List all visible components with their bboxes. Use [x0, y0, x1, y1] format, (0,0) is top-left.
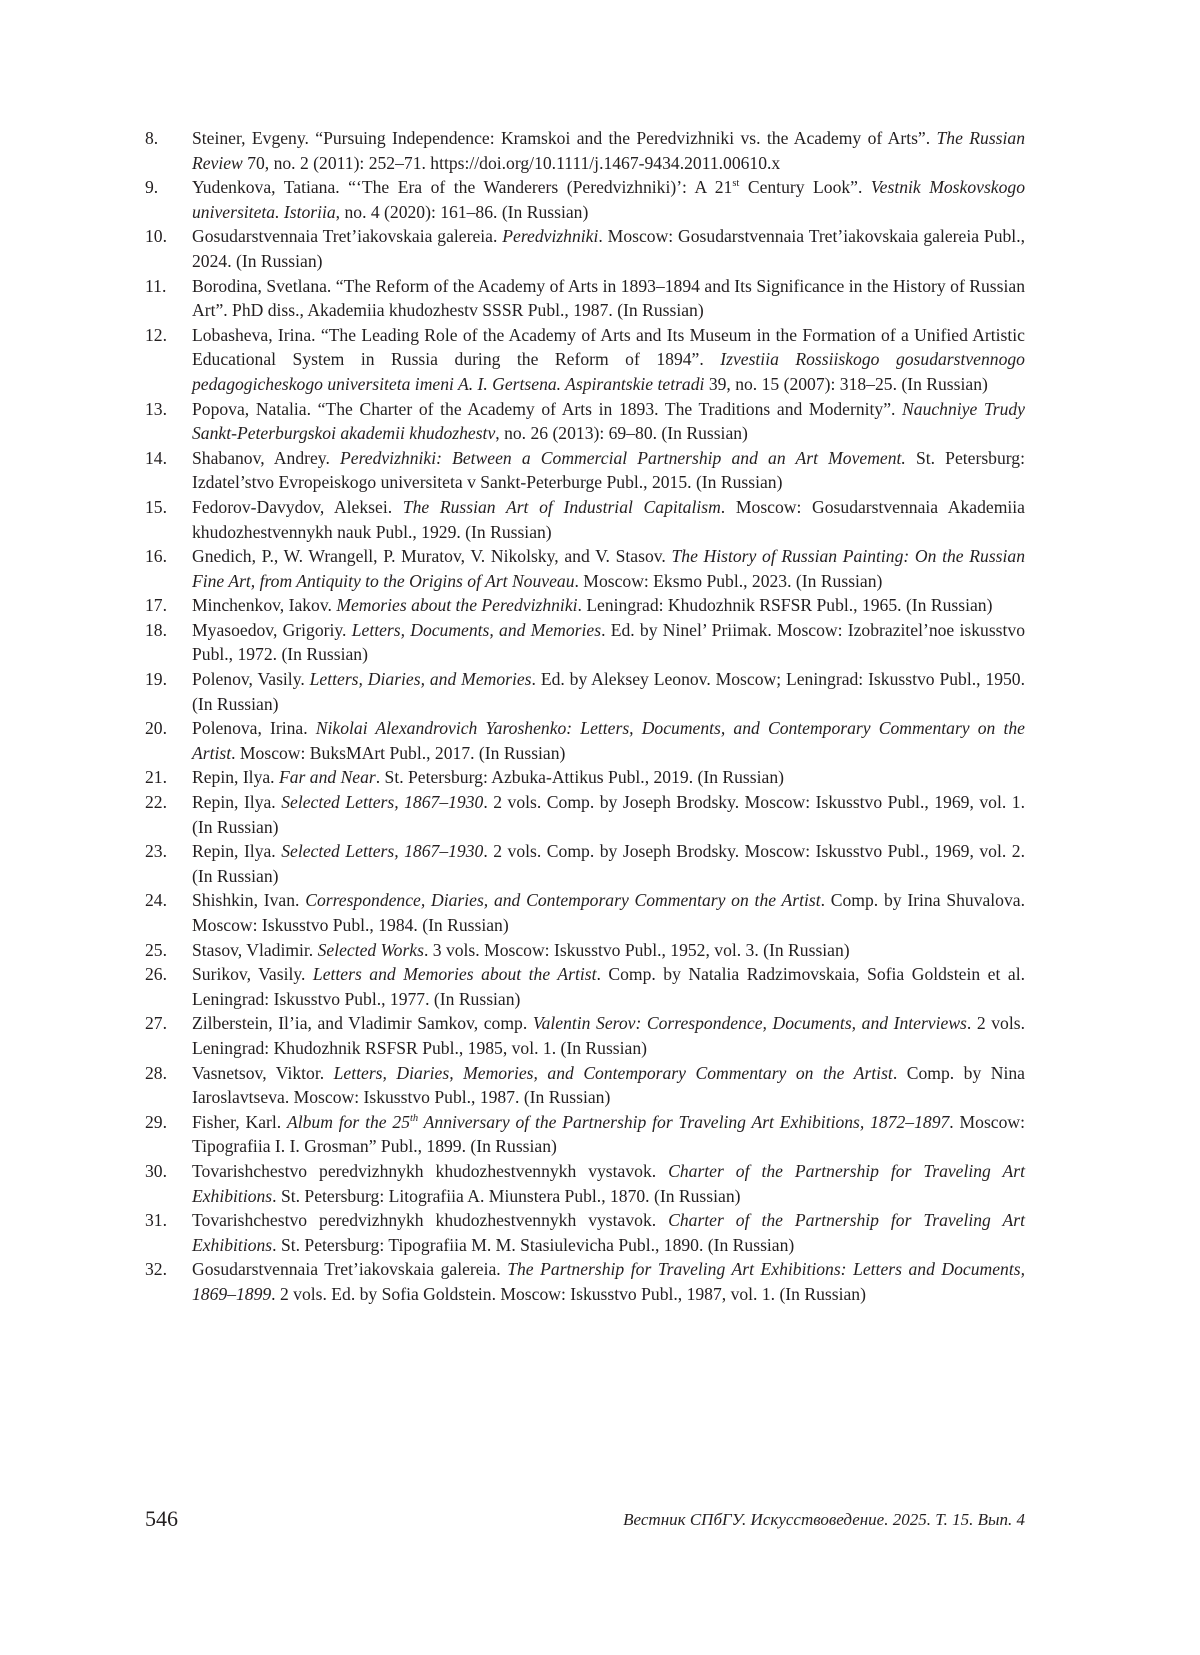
italic-title: Selected Letters, 1867–1930: [281, 792, 484, 813]
reference-segment: Tovarishchestvo peredvizhnykh khudozhestvennykh vystavok.: [192, 1160, 669, 1181]
italic-title: Izvestiia Rossiiskogo gosudarstvennogo pedagogicheskogo universiteta imeni A. I. Gertsena. Aspirantskie tetradi: [192, 349, 1025, 394]
reference-number: 14.: [145, 447, 167, 468]
italic-title: The Partnership for Traveling Art Exhibitions: Letters and Documents, 1869–1899: [192, 1259, 1025, 1304]
reference-segment: , no. 4 (2020): 161–86. (In Russian): [335, 201, 589, 222]
reference-item: [145, 175, 1025, 224]
reference-number: 17.: [145, 595, 167, 616]
reference-text: [192, 1112, 1025, 1157]
reference-segment: . Ed. by Aleksey Leonov. Moscow; Leningrad: Iskusstvo Publ., 1950. (In Russian): [192, 669, 1025, 714]
reference-number: 13.: [145, 398, 167, 419]
reference-number: 28.: [145, 1062, 167, 1083]
reference-segment: Minchenkov, Iakov.: [192, 595, 337, 616]
reference-item: [145, 274, 1025, 323]
reference-segment: . Moscow: Tipografiia I. I. Grosman” Publ., 1899. (In Russian): [192, 1111, 1025, 1157]
reference-text: [192, 546, 1025, 591]
reference-text: [192, 128, 1025, 173]
reference-segment: Surikov, Vasily.: [192, 964, 313, 985]
reference-text: [192, 718, 1025, 763]
reference-segment: Gnedich, P., W. Wrangell, P. Muratov, V. Nikolsky, and V. Stasov.: [192, 546, 672, 567]
reference-item: [145, 765, 1025, 790]
reference-number: 9.: [145, 177, 159, 198]
reference-text: [192, 276, 1025, 321]
reference-text: [192, 325, 1025, 394]
italic-title: The History of Russian Painting: On the Russian Fine Art, from Antiquity to the Origins of Art Nouveau: [192, 546, 1025, 591]
reference-text: [192, 669, 1025, 714]
reference-segment: Stasov, Vladimir.: [192, 939, 318, 960]
reference-text: [192, 792, 1025, 837]
reference-text: [192, 1210, 1025, 1255]
reference-item: [145, 593, 1025, 618]
italic-title: Letters, Diaries, and Memories: [309, 669, 532, 690]
italic-title: Selected Letters, 1867–1930: [281, 841, 484, 862]
italic-title: Vestnik Moskovskogo universiteta. Istoriia: [192, 177, 1025, 222]
reference-segment: Shishkin, Ivan.: [192, 890, 306, 911]
italic-title: Letters and Memories about the Artist: [312, 964, 597, 985]
reference-segment: . Moscow: BuksMArt Publ., 2017. (In Russian): [231, 742, 566, 763]
reference-item: [145, 839, 1025, 888]
reference-segment: Popova, Natalia. “The Charter of the Academy of Arts in 1893. The Traditions and Modernity”.: [192, 398, 903, 419]
reference-segment: . Leningrad: Khudozhnik RSFSR Publ., 1965. (In Russian): [577, 595, 993, 616]
reference-item: [145, 667, 1025, 716]
reference-segment: . 2 vols. Leningrad: Khudozhnik RSFSR Publ., 1985, vol. 1. (In Russian): [192, 1013, 1025, 1058]
reference-segment: Myasoedov, Grigoriy.: [192, 619, 352, 640]
italic-title: Peredvizhniki: [502, 226, 599, 247]
reference-segment: Zilberstein, Il’ia, and Vladimir Samkov, comp.: [192, 1013, 533, 1034]
reference-text: [192, 964, 1025, 1009]
reference-segment: . Ed. by Ninel’ Priimak. Moscow: Izobrazitel’noe iskusstvo Publ., 1972. (In Russian): [192, 619, 1025, 665]
reference-segment: Fedorov-Davydov, Aleksei.: [192, 496, 403, 517]
reference-segment: Vasnetsov, Viktor.: [192, 1062, 334, 1083]
reference-item: [145, 446, 1025, 495]
reference-item: [145, 938, 1025, 963]
reference-item: [145, 716, 1025, 765]
reference-number: 15.: [145, 496, 167, 517]
reference-item: [145, 323, 1025, 397]
reference-item: [145, 1208, 1025, 1257]
italic-title: Charter of the Partnership for Traveling Art Exhibitions: [192, 1210, 1025, 1255]
reference-text: [192, 620, 1025, 665]
reference-segment: 70, no. 2 (2011): 252–71. https://doi.org/10.1111/j.1467-9434.2011.00610.x: [242, 152, 781, 173]
italic-title: Correspondence, Diaries, and Contemporary Commentary on the Artist: [305, 890, 821, 911]
reference-segment: Fisher, Karl.: [192, 1111, 287, 1132]
reference-number: 8.: [145, 128, 159, 148]
reference-segment: . Comp. by Irina Shuvalova. Moscow: Iskusstvo Publ., 1984. (In Russian): [192, 890, 1025, 935]
reference-segment: Gosudarstvennaia Tret’iakovskaia galereia.: [192, 1259, 508, 1280]
italic-title: Nauchniye Trudy Sankt-Peterburgskoi akademii khudozhestv: [192, 398, 1025, 444]
reference-number: 16.: [145, 546, 167, 567]
reference-text: [192, 767, 784, 787]
italic-title: Peredvizhniki: Between a Commercial Partnership and an Art Movement.: [340, 447, 906, 468]
reference-number: 23.: [145, 841, 167, 862]
reference-segment: Polenova, Irina.: [192, 718, 316, 739]
reference-number: 12.: [145, 324, 167, 345]
reference-list: [145, 126, 1025, 1307]
reference-number: 21.: [145, 767, 167, 788]
reference-text: [192, 497, 1025, 542]
reference-text: [192, 940, 850, 960]
reference-text: [192, 1063, 1025, 1108]
reference-item: [145, 1011, 1025, 1060]
reference-number: 18.: [145, 619, 167, 640]
reference-segment: Repin, Ilya.: [192, 841, 282, 862]
reference-text: [192, 1259, 1025, 1304]
reference-segment: . 2 vols. Ed. by Sofia Goldstein. Moscow: Iskusstvo Publ., 1987, vol. 1. (In Russian): [271, 1283, 866, 1304]
page-number: 546: [145, 1506, 178, 1531]
reference-text: [192, 226, 1025, 271]
reference-segment: . Comp. by Natalia Radzimovskaia, Sofia Goldstein et al. Leningrad: Iskusstvo Publ., 1977. (In Russian): [192, 964, 1025, 1009]
italic-title: Valentin Serov: Correspondence, Documents, and Interviews: [532, 1013, 967, 1034]
italic-title: Far and Near: [278, 767, 376, 788]
reference-number: 29.: [145, 1111, 167, 1132]
reference-item: [145, 126, 1025, 175]
superscript: th: [410, 1112, 419, 1124]
reference-segment: Repin, Ilya.: [192, 792, 282, 813]
reference-segment: Gosudarstvennaia Tret’iakovskaia galereia.: [192, 226, 503, 247]
reference-text: [192, 399, 1025, 444]
reference-segment: Lobasheva, Irina. “The Leading Role of the Academy of Arts and Its Museum in the Formation of a Unified Artistic Educational System in Russia during the Reform of 1894”.: [192, 324, 1025, 370]
reference-item: [145, 1061, 1025, 1110]
reference-segment: . 3 vols. Moscow: Iskusstvo Publ., 1952, vol. 3. (In Russian): [423, 939, 850, 960]
reference-segment: . 2 vols. Comp. by Joseph Brodsky. Moscow: Iskusstvo Publ., 1969, vol. 1. (In Russian): [192, 792, 1025, 837]
italic-title: Selected Works: [317, 939, 424, 960]
reference-text: [192, 1013, 1025, 1058]
reference-item: [145, 1257, 1025, 1306]
reference-text: [192, 595, 992, 615]
reference-item: [145, 495, 1025, 544]
reference-item: [145, 1159, 1025, 1208]
italic-title: Anniversary of the Partnership for Traveling Art Exhibitions, 1872–1897: [418, 1111, 950, 1132]
journal-running-title: Вестник СПбГУ. Искусствоведение. 2025. Т. 15. Вып. 4: [623, 1510, 1025, 1529]
reference-segment: Steiner, Evgeny. “Pursuing Independence: Kramskoi and the Peredvizhniki vs. the Academy of Arts”.: [192, 128, 937, 148]
reference-segment: Repin, Ilya.: [192, 767, 279, 788]
reference-segment: . Comp. by Nina Iaroslavtseva. Moscow: Iskusstvo Publ., 1987. (In Russian): [192, 1062, 1025, 1108]
reference-item: [145, 1110, 1025, 1159]
reference-text: [192, 841, 1025, 886]
reference-segment: . 2 vols. Comp. by Joseph Brodsky. Moscow: Iskusstvo Publ., 1969, vol. 2. (In Russian): [192, 841, 1025, 886]
reference-number: 19.: [145, 669, 167, 690]
reference-number: 26.: [145, 964, 167, 985]
italic-title: Letters, Documents, and Memories: [351, 619, 602, 640]
italic-title: Charter of the Partnership for Traveling Art Exhibitions: [192, 1160, 1025, 1206]
reference-segment: . Moscow: Gosudarstvennaia Tret’iakovskaia galereia Publ., 2024. (In Russian): [192, 226, 1025, 271]
reference-segment: . St. Petersburg: Litografiia A. Miunstera Publ., 1870. (In Russian): [272, 1185, 741, 1206]
reference-segment: Tovarishchestvo peredvizhnykh khudozhestvennykh vystavok.: [192, 1210, 669, 1231]
reference-segment: St. Petersburg: Izdatel’stvo Evropeiskogo universiteta v Sankt-Peterburge Publ., 2015. (In Russian): [192, 447, 1025, 493]
reference-item: [145, 618, 1025, 667]
reference-segment: Century Look”.: [739, 177, 871, 198]
reference-text: [192, 448, 1025, 493]
reference-text: [192, 1161, 1025, 1206]
page-footer: [145, 1504, 1025, 1534]
italic-title: The Russian Review: [192, 128, 1025, 173]
reference-item: [145, 224, 1025, 273]
reference-segment: 39, no. 15 (2007): 318–25. (In Russian): [704, 373, 988, 394]
reference-text: [192, 177, 1025, 222]
reference-number: 10.: [145, 226, 167, 247]
italic-title: Album for the 25: [286, 1111, 410, 1132]
reference-number: 20.: [145, 718, 167, 739]
reference-item: [145, 544, 1025, 593]
reference-number: 25.: [145, 939, 167, 960]
reference-item: [145, 888, 1025, 937]
reference-number: 32.: [145, 1259, 167, 1280]
reference-segment: . Moscow: Eksmo Publ., 2023. (In Russian): [574, 570, 883, 591]
reference-number: 30.: [145, 1160, 167, 1181]
reference-number: 31.: [145, 1210, 167, 1231]
reference-text: [192, 890, 1025, 935]
reference-number: 27.: [145, 1013, 167, 1034]
reference-segment: . St. Petersburg: Azbuka-Attikus Publ., 2019. (In Russian): [375, 767, 784, 788]
reference-item: [145, 790, 1025, 839]
reference-segment: . Moscow: Gosudarstvennaia Akademiia khudozhestvennykh nauk Publ., 1929. (In Russian): [192, 496, 1025, 542]
reference-segment: Shabanov, Andrey.: [192, 447, 341, 468]
reference-segment: . St. Petersburg: Tipografiia M. M. Stasiulevicha Publ., 1890. (In Russian): [272, 1234, 795, 1255]
reference-item: [145, 962, 1025, 1011]
superscript: st: [732, 178, 740, 190]
reference-segment: , no. 26 (2013): 69–80. (In Russian): [495, 423, 748, 444]
reference-number: 11.: [145, 275, 167, 296]
reference-number: 24.: [145, 890, 167, 911]
reference-segment: Polenov, Vasily.: [192, 669, 310, 690]
italic-title: Nikolai Alexandrovich Yaroshenko: Letters, Documents, and Contemporary Commentary on the Artist: [192, 718, 1025, 763]
reference-item: [145, 397, 1025, 446]
italic-title: Letters, Diaries, Memories, and Contemporary Commentary on the Artist: [333, 1062, 893, 1083]
italic-title: Memories about the Peredvizhniki: [336, 595, 578, 616]
reference-number: 22.: [145, 792, 167, 813]
reference-segment: Yudenkova, Tatiana. “‘The Era of the Wanderers (Peredvizhniki)’: A 21: [192, 177, 733, 198]
italic-title: The Russian Art of Industrial Capitalism: [402, 496, 721, 517]
reference-segment: Borodina, Svetlana. “The Reform of the Academy of Arts in 1893–1894 and Its Significance in the History of Russian Art”. PhD diss., Akademiia khudozhestv SSSR Publ., 1987. (In Russian): [192, 275, 1025, 321]
